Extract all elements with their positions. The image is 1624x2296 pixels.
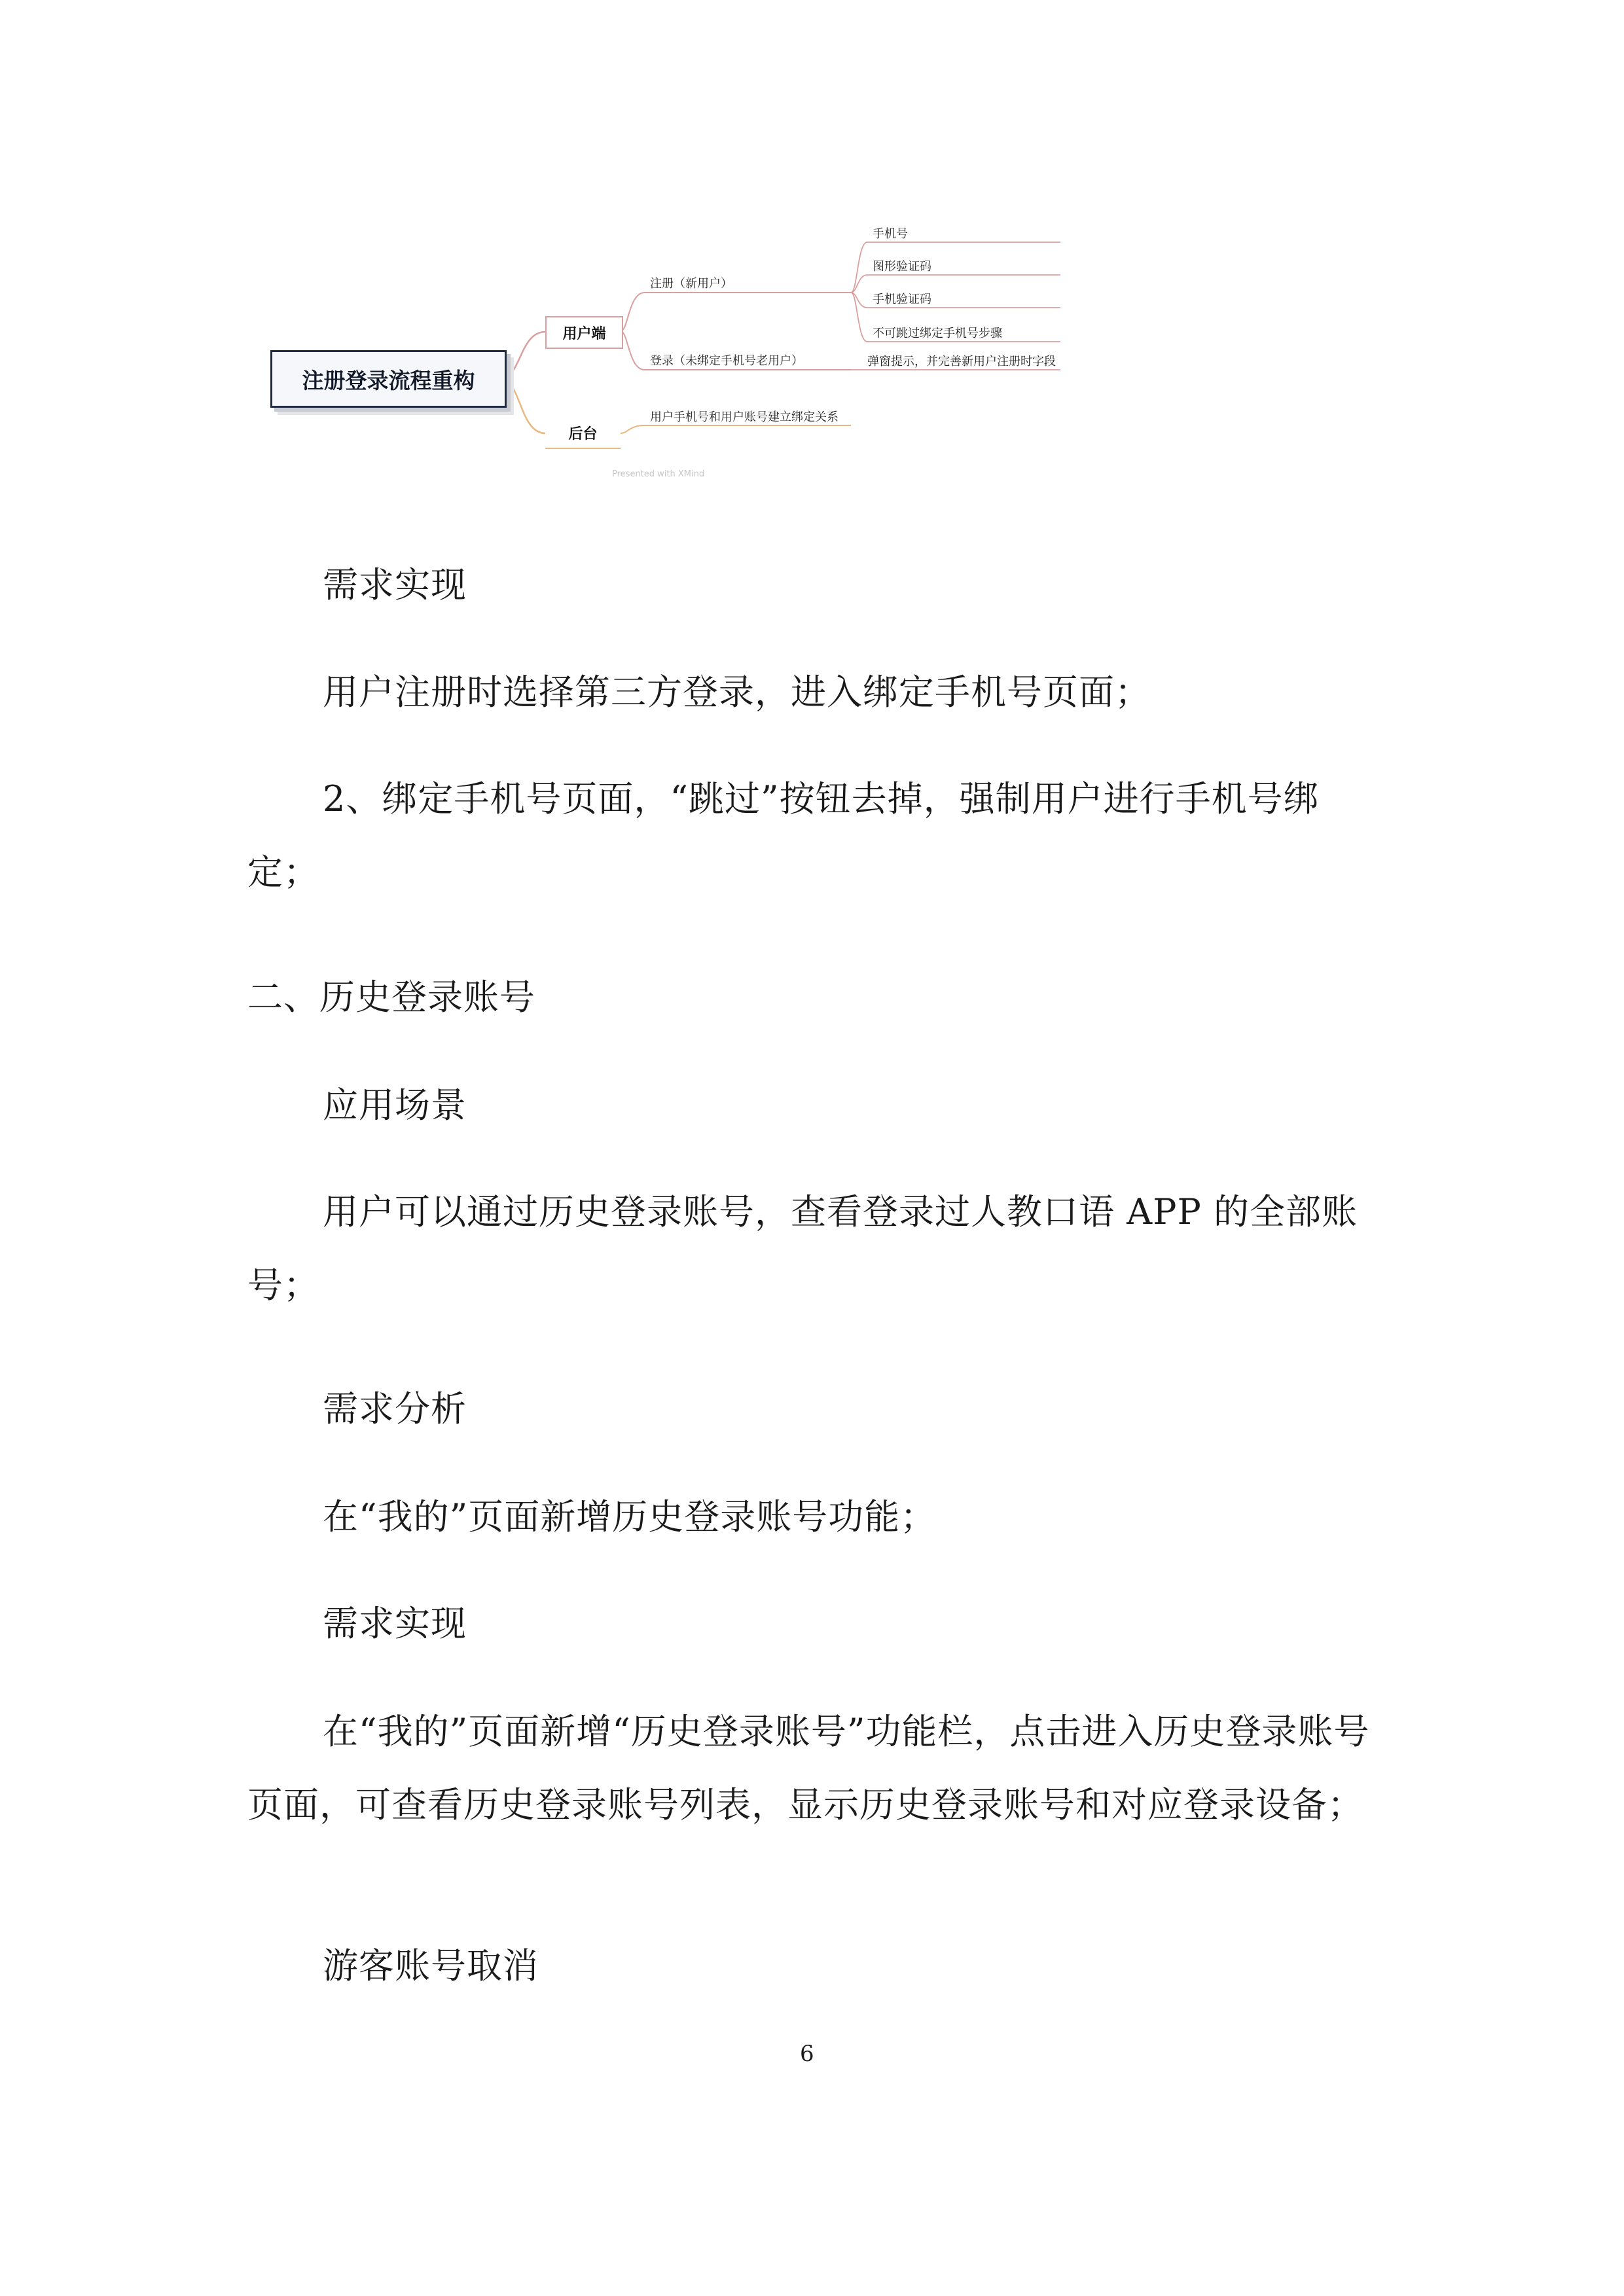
mindmap-watermark: Presented with XMind: [612, 469, 705, 479]
paragraph-impl-2: 在“我的”页面新增“历史登录账号”功能栏，点击进入历史登录账号页面，可查看历史登录账号列表，显示历史登录账号和对应登录设备；: [247, 1711, 1370, 1825]
heading-guest-account-cancel: 游客账号取消: [323, 1945, 539, 1986]
heading-application-scenario: 应用场景: [323, 1085, 467, 1126]
page-number: 6: [800, 2041, 814, 2067]
mindmap-leaf-sms-code: 手机验证码: [873, 293, 931, 306]
mindmap-leaf-login-popup: 弹窗提示，并完善新用户注册时字段: [867, 355, 1056, 368]
heading-requirement-impl-1: 需求实现: [323, 564, 467, 605]
mindmap-root-node: 注册登录流程重构: [270, 350, 507, 408]
paragraph-analysis: 在“我的”页面新增历史登录账号功能；: [323, 1496, 937, 1537]
mindmap-node-login: 登录（未绑定手机号老用户）: [650, 354, 803, 368]
mindmap-branch-admin: 后台: [545, 418, 621, 449]
mindmap-leaf-phone: 手机号: [873, 227, 908, 241]
paragraph-scenario: 用户可以通过历史登录账号，查看登录过人教口语 APP 的全部账号；: [247, 1191, 1358, 1306]
heading-requirement-analysis: 需求分析: [323, 1388, 467, 1429]
section-heading-history-accounts: 二、历史登录账号: [247, 977, 535, 1018]
mindmap-leaf-admin-bind: 用户手机号和用户账号建立绑定关系: [650, 410, 839, 424]
mindmap-branch-user: 用户端: [545, 316, 623, 349]
paragraph-item-2: 2、绑定手机号页面，“跳过”按钮去掉，强制用户进行手机号绑定；: [247, 778, 1320, 893]
mindmap-diagram: [259, 213, 1070, 501]
paragraph-impl-1: 用户注册时选择第三方登录，进入绑定手机号页面；: [323, 672, 1151, 713]
mindmap-node-register: 注册（新用户）: [650, 277, 732, 291]
mindmap-leaf-captcha: 图形验证码: [873, 260, 931, 274]
heading-requirement-impl-2: 需求实现: [323, 1603, 467, 1644]
mindmap-leaf-no-skip: 不可跳过绑定手机号步骤: [873, 327, 1002, 340]
